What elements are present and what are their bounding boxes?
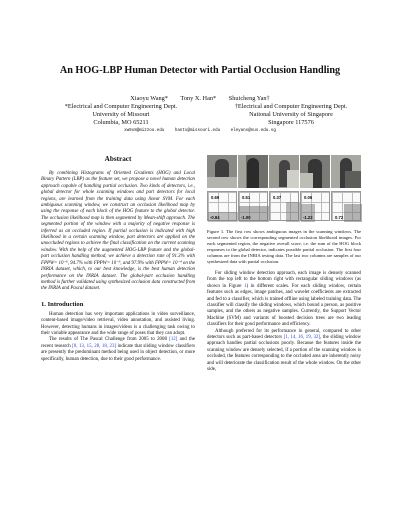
section-heading-introduction: 1. Introduction <box>41 300 84 308</box>
figure-1 <box>207 155 361 225</box>
citation-link[interactable]: [1, 14, 16, 19, 32] <box>283 335 320 341</box>
text-run: ) in different scales. For each sliding window, certain features such as edges, image patches, and wavelet coefficients are extracted and fed to a classifier, which is trained offline using labeled training data. The classifier will classify the sliding windows, which bound a person, as positive samples, and the others as negative samples. Currently, the Support Vector Machine (SVM) and variants of boosted decision trees are two leading classifiers for their good performance and efficiency. <box>207 283 361 328</box>
text-run: and the recent research <box>41 337 196 349</box>
affiliation-line: National University of Singapore <box>249 111 333 119</box>
sample-image <box>207 155 237 188</box>
figure-caption: Figure 1. The first row shows ambiguous images in the scanning windows. The second row shows the corresponding segmented occlusion likelihood images. For each segmented region, the negative overall score, i.e. the sum of the HOG block responses to the global detector, indicates possible partial occlusion. The first four columns are from the INRIA testing data. The last two columns are samples of our synthesized data with partial occlusion. <box>207 229 361 264</box>
figure-reference-link[interactable]: 1 <box>244 283 247 289</box>
sample-image <box>269 155 299 188</box>
affiliation-line: †Electrical and Computer Engineering Dept. <box>234 103 348 110</box>
author-emails: xw9x8@mizzou.edu hantx@missouri.edu eleyans@nus.edu.sg <box>124 129 276 133</box>
author-names: Xiaoyu Wang* Tony X. Han* Shuicheng Yan† <box>130 95 270 102</box>
region-score: -0.84 <box>210 215 220 220</box>
region-score: 0.72 <box>335 215 344 220</box>
text-run: For sliding window detection approach, each image is densely scanned from the top left to the bottom right with rectangular sliding windows (as shown in Figure <box>207 271 361 289</box>
abstract-text: By combining Histograms of Oriented Gradients (HOG) and Local Binary Pattern (LBP) as the feature set, we propose a novel human detection approach capable of handling partial occlusion. Two kinds of detectors, i.e., global detector for whole scanning windows and part detectors for local regions, are learned from the training data using linear SVM. For each ambiguous scanning window, we construct an occlusion likelihood map by using the response of each block of the HOG feature to the global detector. The occlusion likelihood map is then segmented by Mean-shift approach. The segmented portion of the window with a majority of negative response is inferred as an occluded region. If partial occlusion is indicated with high likelihood in a certain scanning window, part detectors are applied on the unoccluded regions to achieve the final classification on the current scanning window. With the help of the augmented HOG-LBP feature and the global-part occlusion handling method, we achieve a detection rate of 91.3% with FPPW= 10⁻⁶, 94.7% with FPPW= 10⁻⁵, and 97.9% with FPPW= 10⁻⁴ on the INRIA dataset, which, to our best knowledge, is the best human detection performance on the INRIA dataset. The global-part occlusion handling method is further validated using synthesized occlusion data constructed from the INRIA and Pascal dataset. <box>41 171 195 292</box>
affiliation-line: University of Missouri <box>92 111 150 119</box>
sample-image <box>331 155 361 188</box>
body-paragraph <box>207 329 361 374</box>
sample-image <box>238 155 268 188</box>
citation-link[interactable]: [12] <box>169 337 178 343</box>
region-score: -1.00 <box>241 215 251 220</box>
affiliation-line: *Electrical and Computer Engineering Dept. <box>64 103 178 110</box>
body-paragraph <box>207 271 361 329</box>
text-run: Although preferred for its performance in general, compared to other detectors such as part-based detectors <box>207 328 361 341</box>
region-score: 0.69 <box>211 195 220 200</box>
sample-image <box>300 155 330 188</box>
affiliation-nus <box>211 103 371 128</box>
affiliation-line: Singapore 117576 <box>268 119 314 127</box>
citation-link[interactable]: [8, 13, 15, 28, 18, 23] <box>72 343 117 349</box>
right-column <box>207 155 361 374</box>
left-column <box>41 155 195 363</box>
text-run: , the sliding window approach handles partial occlusions poorly. Because the features inside the scanning window are densely selected, if a portion of the scanning window is occluded, the features corresponding to the occluded area are inherently noisy and will deteriorate the classification result of the whole window. On the other side, <box>207 335 361 373</box>
abstract-heading: Abstract <box>104 155 132 163</box>
intro-paragraph: Human detection has very important applications in video surveillance, content-based image/video retrieval, video annotation, and assisted living. However, detecting humans in images/videos is a challenging task owing to their variable appearance and the wide range of poses that they can adopt. <box>41 311 195 336</box>
text-run: indicate that sliding window classifiers are presently the predominant method being used in object detection, or more specifically, human detection, due to their good performance. <box>41 343 196 362</box>
affiliation-line: Columbia, MO 65211 <box>93 119 149 127</box>
intro-paragraph <box>41 337 195 363</box>
region-score: 0.06 <box>304 195 313 200</box>
text-run: The results of The Pascal Challenge from 2005 to 2008 <box>49 337 170 343</box>
region-score: 0.37 <box>273 195 282 200</box>
region-score: 0.51 <box>242 195 251 200</box>
affiliation-missouri <box>41 103 201 128</box>
region-score: -1.22 <box>303 215 313 220</box>
paper-title: An HOG-LBP Human Detector with Partial Occlusion Handling <box>59 65 341 76</box>
